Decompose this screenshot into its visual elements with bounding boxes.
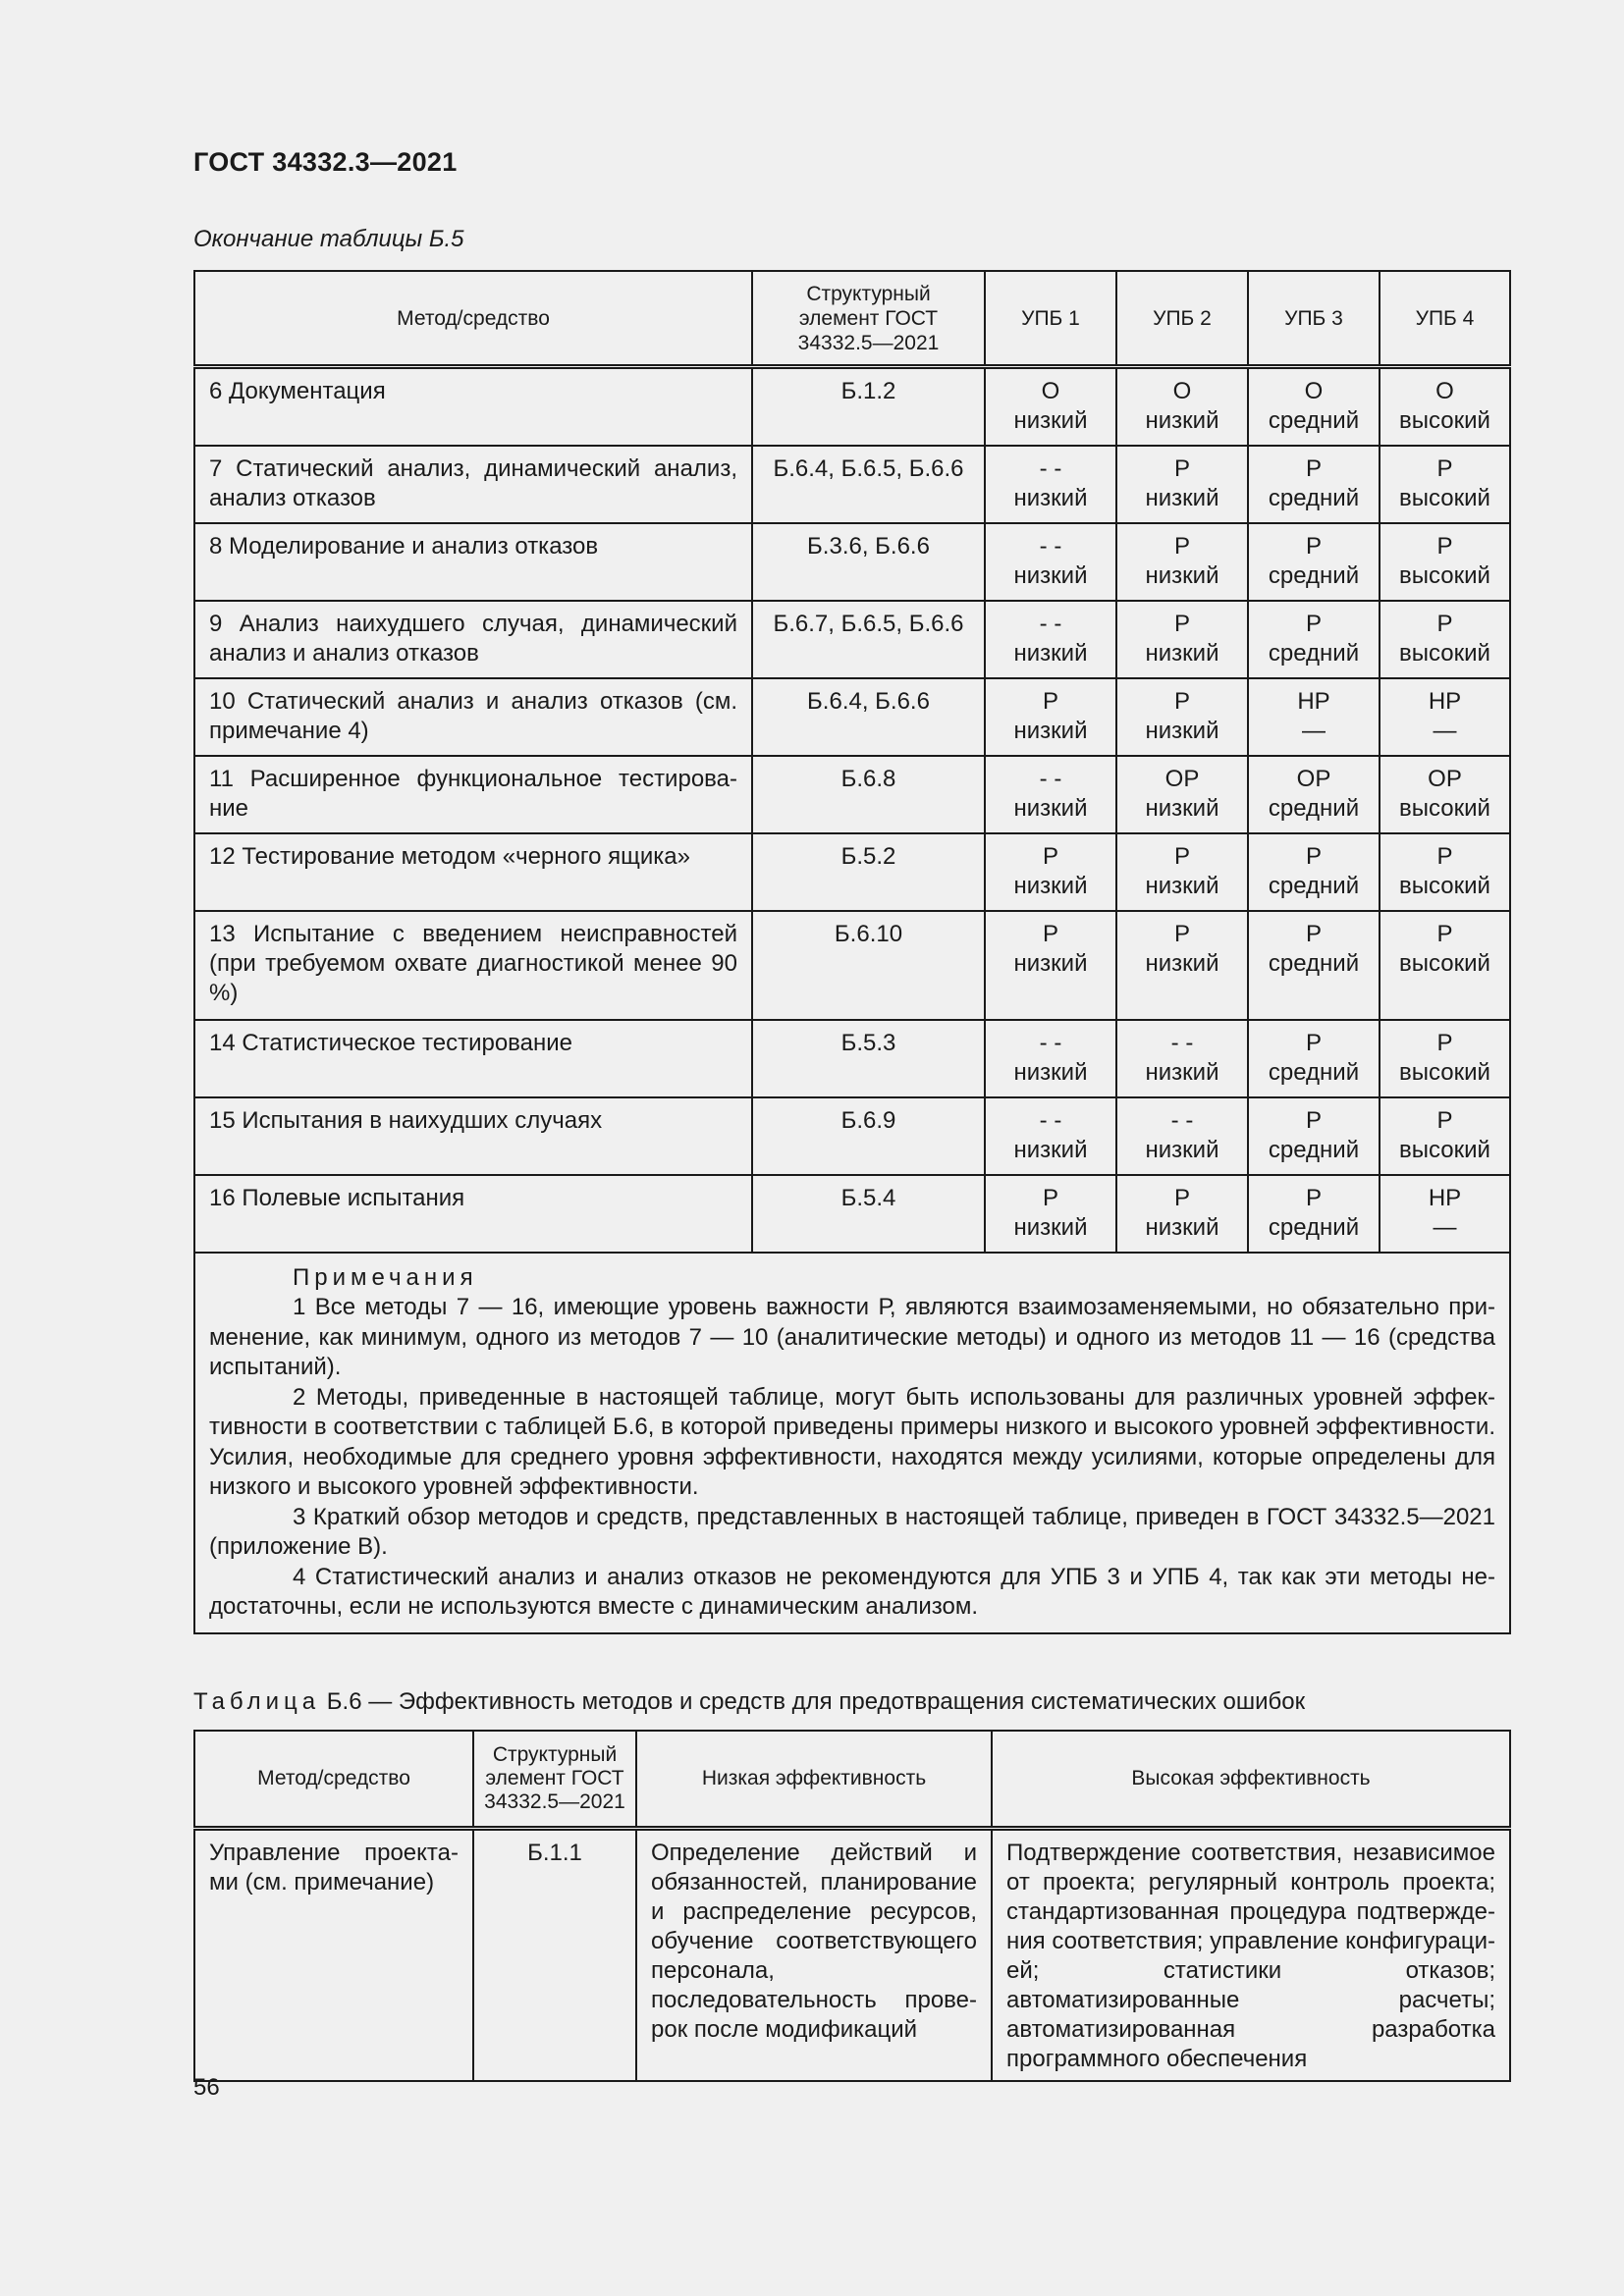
cell-upb3 xyxy=(1248,367,1380,447)
cell-upb1 xyxy=(985,446,1116,523)
effectiveness-level: высокий xyxy=(1399,407,1490,434)
effectiveness-level: низкий xyxy=(1013,562,1088,589)
cell-upb2 xyxy=(1116,678,1248,756)
effectiveness-level: средний xyxy=(1268,1059,1360,1086)
importance-level: - - xyxy=(1170,1107,1194,1134)
cell-upb4 xyxy=(1380,523,1510,601)
importance-level: НР xyxy=(1297,688,1330,715)
importance-level: О xyxy=(1304,378,1324,404)
cell-upb3 xyxy=(1248,678,1380,756)
effectiveness-level: средний xyxy=(1268,873,1360,899)
importance-level: О xyxy=(1041,378,1060,404)
cell-upb3 xyxy=(1248,1020,1380,1097)
cell-upb2 xyxy=(1116,523,1248,601)
effectiveness-level: низкий xyxy=(1145,1137,1219,1163)
importance-level: Р xyxy=(1305,611,1322,637)
importance-level: - - xyxy=(1039,611,1062,637)
cell-upb1 xyxy=(985,1097,1116,1175)
effectiveness-level: низкий xyxy=(1145,407,1219,434)
note-item: 4 Статистический анализ и анализ отказов не рекомендуются для УПБ 3 и УПБ 4, так как эти методы недостаточны, если не используются вместе с динамическим анализом. xyxy=(209,1563,1495,1620)
table-row xyxy=(194,1829,1510,2082)
col-header-method: Метод/средство xyxy=(194,1731,473,1829)
cell-upb3 xyxy=(1248,446,1380,523)
cell-ref: Б.6.4, Б.6.5, Б.6.6 xyxy=(752,446,985,523)
effectiveness-level: низкий xyxy=(1013,407,1088,434)
importance-level: Р xyxy=(1305,455,1322,482)
cell-upb3 xyxy=(1248,601,1380,678)
importance-level: ОР xyxy=(1164,766,1200,792)
cell-ref: Б.1.2 xyxy=(752,367,985,447)
cell-upb3 xyxy=(1248,1097,1380,1175)
cell-method: 10 Статический анализ и анализ отказов (см. примечание 4) xyxy=(194,678,752,756)
importance-level: ОР xyxy=(1296,766,1331,792)
table-b6-caption-text: Б.6 — Эффективность методов и средств для предотвращения систематических ошибок xyxy=(320,1688,1306,1715)
effectiveness-level: низкий xyxy=(1013,1214,1088,1241)
cell-method: 15 Испытания в наихудших случаях xyxy=(194,1097,752,1175)
importance-level: О xyxy=(1435,378,1454,404)
importance-level: Р xyxy=(1305,533,1322,560)
importance-level: Р xyxy=(1173,688,1190,715)
cell-upb4 xyxy=(1380,833,1510,911)
cell-upb1 xyxy=(985,911,1116,1020)
effectiveness-level: низкий xyxy=(1145,718,1219,744)
importance-level: Р xyxy=(1305,1107,1322,1134)
effectiveness-level: низкий xyxy=(1013,1059,1088,1086)
effectiveness-level: низкий xyxy=(1013,950,1088,977)
cell-method: 11 Расширенное функциональное тестирование xyxy=(194,756,752,833)
importance-level: Р xyxy=(1436,533,1453,560)
cell-method: 13 Испытание с введением неисправностей (при требуемом охвате диагностикой менее 90 %) xyxy=(194,911,752,1020)
table-b6-caption xyxy=(193,1688,1305,1716)
effectiveness-level: низкий xyxy=(1145,1214,1219,1241)
effectiveness-level: высокий xyxy=(1399,640,1490,667)
importance-level: О xyxy=(1172,378,1192,404)
effectiveness-level: низкий xyxy=(1013,873,1088,899)
table-row xyxy=(194,833,1510,911)
importance-level: Р xyxy=(1042,921,1058,947)
cell-method: 6 Документация xyxy=(194,367,752,447)
cell-method: 7 Статический анализ, динамический анализ, анализ отказов xyxy=(194,446,752,523)
cell-upb2 xyxy=(1116,446,1248,523)
cell-upb1 xyxy=(985,756,1116,833)
cell-upb1 xyxy=(985,678,1116,756)
effectiveness-level: высокий xyxy=(1399,950,1490,977)
cell-upb3 xyxy=(1248,833,1380,911)
effectiveness-level: низкий xyxy=(1145,562,1219,589)
col-header-element-text: Структурный элемент ГОСТ 34332.5—2021 xyxy=(797,282,940,354)
effectiveness-level: низкий xyxy=(1013,795,1088,822)
table-continuation-caption: Окончание таблицы Б.5 xyxy=(193,226,464,252)
importance-level: Р xyxy=(1436,1030,1453,1056)
cell-upb4 xyxy=(1380,911,1510,1020)
table-row xyxy=(194,756,1510,833)
importance-level: Р xyxy=(1305,921,1322,947)
cell-ref: Б.6.8 xyxy=(752,756,985,833)
col-header-high: Высокая эффективность xyxy=(992,1731,1510,1829)
col-header-low: Низкая эффективность xyxy=(636,1731,992,1829)
effectiveness-level: высокий xyxy=(1399,562,1490,589)
col-header-upb4: УПБ 4 xyxy=(1380,271,1510,367)
cell-upb4 xyxy=(1380,1175,1510,1253)
table-b6 xyxy=(193,1730,1511,2082)
cell-method: 14 Статистическое тестирование xyxy=(194,1020,752,1097)
cell-upb4 xyxy=(1380,1097,1510,1175)
effectiveness-level: — xyxy=(1433,1214,1457,1241)
table-row xyxy=(194,523,1510,601)
effectiveness-level: средний xyxy=(1268,795,1360,822)
table-row xyxy=(194,1020,1510,1097)
table-row xyxy=(194,601,1510,678)
notes-title: Примечания xyxy=(293,1264,478,1291)
importance-level: Р xyxy=(1305,843,1322,870)
col-header-upb3: УПБ 3 xyxy=(1248,271,1380,367)
importance-level: Р xyxy=(1042,688,1058,715)
effectiveness-level: средний xyxy=(1268,485,1360,511)
effectiveness-level: средний xyxy=(1268,950,1360,977)
col-header-upb1: УПБ 1 xyxy=(985,271,1116,367)
cell-ref: Б.3.6, Б.6.6 xyxy=(752,523,985,601)
table-row xyxy=(194,367,1510,447)
importance-level: Р xyxy=(1042,1185,1058,1211)
importance-level: - - xyxy=(1039,1107,1062,1134)
table-b5 xyxy=(193,270,1511,1634)
cell-upb2 xyxy=(1116,911,1248,1020)
table-header-row xyxy=(194,271,1510,367)
page-number: 56 xyxy=(193,2074,220,2101)
cell-upb3 xyxy=(1248,911,1380,1020)
col-header-element xyxy=(752,271,985,367)
effectiveness-level: низкий xyxy=(1145,1059,1219,1086)
importance-level: Р xyxy=(1173,611,1190,637)
cell-method: 16 Полевые испытания xyxy=(194,1175,752,1253)
importance-level: НР xyxy=(1428,688,1462,715)
effectiveness-level: низкий xyxy=(1145,950,1219,977)
table-row xyxy=(194,446,1510,523)
effectiveness-level: низкий xyxy=(1145,795,1219,822)
importance-level: ОР xyxy=(1428,766,1462,792)
importance-level: Р xyxy=(1436,611,1453,637)
effectiveness-level: высокий xyxy=(1399,795,1490,822)
cell-low: Определение действий и обязанностей, планирование и распределение ресурсов, обучение соответствующего персонала, последовательность проверок после модификаций xyxy=(636,1829,992,2082)
cell-upb4 xyxy=(1380,756,1510,833)
table-row xyxy=(194,1175,1510,1253)
effectiveness-level: низкий xyxy=(1145,485,1219,511)
cell-ref: Б.1.1 xyxy=(473,1829,636,2082)
importance-level: Р xyxy=(1173,843,1190,870)
cell-ref: Б.5.4 xyxy=(752,1175,985,1253)
importance-level: Р xyxy=(1436,1107,1453,1134)
table-b6-caption-prefix: Таблица xyxy=(193,1688,321,1715)
importance-level: Р xyxy=(1436,455,1453,482)
table-row xyxy=(194,1097,1510,1175)
effectiveness-level: высокий xyxy=(1399,1137,1490,1163)
importance-level: Р xyxy=(1436,921,1453,947)
importance-level: - - xyxy=(1039,766,1062,792)
cell-method: 9 Анализ наихудшего случая, динамический анализ и анализ отказов xyxy=(194,601,752,678)
importance-level: - - xyxy=(1039,455,1062,482)
importance-level: Р xyxy=(1305,1030,1322,1056)
cell-ref: Б.5.3 xyxy=(752,1020,985,1097)
importance-level: - - xyxy=(1039,1030,1062,1056)
cell-method: Управление проектами (см. примечание) xyxy=(194,1829,473,2082)
table-row xyxy=(194,678,1510,756)
cell-upb4 xyxy=(1380,446,1510,523)
cell-upb2 xyxy=(1116,833,1248,911)
note-item: 2 Методы, приведенные в настоящей таблице, могут быть использованы для различных уровней эффективности в соответствии с таблицей Б.6, в которой приведены примеры низкого и высокого уровней эффективности. Усилия, необходимые для среднего уровня эффективности, находятся между усилиями, которые определены для низкого и высокого уровней эффективности. xyxy=(209,1383,1495,1500)
cell-upb4 xyxy=(1380,601,1510,678)
cell-upb4 xyxy=(1380,367,1510,447)
effectiveness-level: средний xyxy=(1268,1214,1360,1241)
importance-level: Р xyxy=(1173,1185,1190,1211)
note-item: 3 Краткий обзор методов и средств, представленных в настоящей таблице, приведен в ГОСТ 34332.5—2021 (приложение В). xyxy=(209,1503,1495,1560)
effectiveness-level: — xyxy=(1302,718,1326,744)
cell-upb1 xyxy=(985,523,1116,601)
cell-upb1 xyxy=(985,833,1116,911)
effectiveness-level: низкий xyxy=(1013,640,1088,667)
importance-level: - - xyxy=(1170,1030,1194,1056)
importance-level: НР xyxy=(1428,1185,1462,1211)
effectiveness-level: средний xyxy=(1268,1137,1360,1163)
cell-upb1 xyxy=(985,1175,1116,1253)
cell-upb3 xyxy=(1248,1175,1380,1253)
table-row xyxy=(194,911,1510,1020)
importance-level: Р xyxy=(1042,843,1058,870)
cell-ref: Б.6.9 xyxy=(752,1097,985,1175)
effectiveness-level: низкий xyxy=(1013,485,1088,511)
cell-upb4 xyxy=(1380,678,1510,756)
cell-upb2 xyxy=(1116,367,1248,447)
cell-upb2 xyxy=(1116,601,1248,678)
cell-upb2 xyxy=(1116,1020,1248,1097)
cell-ref: Б.5.2 xyxy=(752,833,985,911)
cell-upb1 xyxy=(985,1020,1116,1097)
cell-ref: Б.6.4, Б.6.6 xyxy=(752,678,985,756)
table-header-row xyxy=(194,1731,1510,1829)
cell-high: Подтверждение соответствия, независимое от проекта; регулярный контроль проекта; стандартизованная процедура подтверждения соответствия; управление конфигурацией; статистики отказов; автоматизированные расчеты; автоматизированная разработка программного обеспечения xyxy=(992,1829,1510,2082)
cell-upb2 xyxy=(1116,1097,1248,1175)
document-header: ГОСТ 34332.3—2021 xyxy=(193,147,458,177)
col-header-method: Метод/средство xyxy=(194,271,752,367)
importance-level: Р xyxy=(1305,1185,1322,1211)
col-header-upb2: УПБ 2 xyxy=(1116,271,1248,367)
cell-ref: Б.6.7, Б.6.5, Б.6.6 xyxy=(752,601,985,678)
importance-level: - - xyxy=(1039,533,1062,560)
effectiveness-level: средний xyxy=(1268,562,1360,589)
cell-upb4 xyxy=(1380,1020,1510,1097)
notes-cell xyxy=(194,1253,1510,1633)
effectiveness-level: низкий xyxy=(1013,1137,1088,1163)
notes-row xyxy=(194,1253,1510,1633)
effectiveness-level: низкий xyxy=(1013,718,1088,744)
importance-level: Р xyxy=(1173,533,1190,560)
effectiveness-level: низкий xyxy=(1145,640,1219,667)
cell-upb3 xyxy=(1248,756,1380,833)
effectiveness-level: средний xyxy=(1268,407,1360,434)
effectiveness-level: высокий xyxy=(1399,1059,1490,1086)
effectiveness-level: средний xyxy=(1268,640,1360,667)
effectiveness-level: — xyxy=(1433,718,1457,744)
cell-upb2 xyxy=(1116,1175,1248,1253)
importance-level: Р xyxy=(1173,455,1190,482)
cell-ref: Б.6.10 xyxy=(752,911,985,1020)
cell-method: 12 Тестирование методом «черного ящика» xyxy=(194,833,752,911)
cell-upb3 xyxy=(1248,523,1380,601)
note-item: 1 Все методы 7 — 16, имеющие уровень важности Р, являются взаимозаменяемыми, но обязательно применение, как минимум, одного из методов 7 — 10 (аналитические методы) и одного из методов 11 — 16 (средства испытаний). xyxy=(209,1294,1495,1380)
importance-level: Р xyxy=(1436,843,1453,870)
effectiveness-level: низкий xyxy=(1145,873,1219,899)
cell-method: 8 Моделирование и анализ отказов xyxy=(194,523,752,601)
importance-level: Р xyxy=(1173,921,1190,947)
col-header-element: Структурный элемент ГОСТ 34332.5—2021 xyxy=(473,1731,636,1829)
cell-upb1 xyxy=(985,367,1116,447)
cell-upb2 xyxy=(1116,756,1248,833)
effectiveness-level: высокий xyxy=(1399,873,1490,899)
effectiveness-level: высокий xyxy=(1399,485,1490,511)
cell-upb1 xyxy=(985,601,1116,678)
